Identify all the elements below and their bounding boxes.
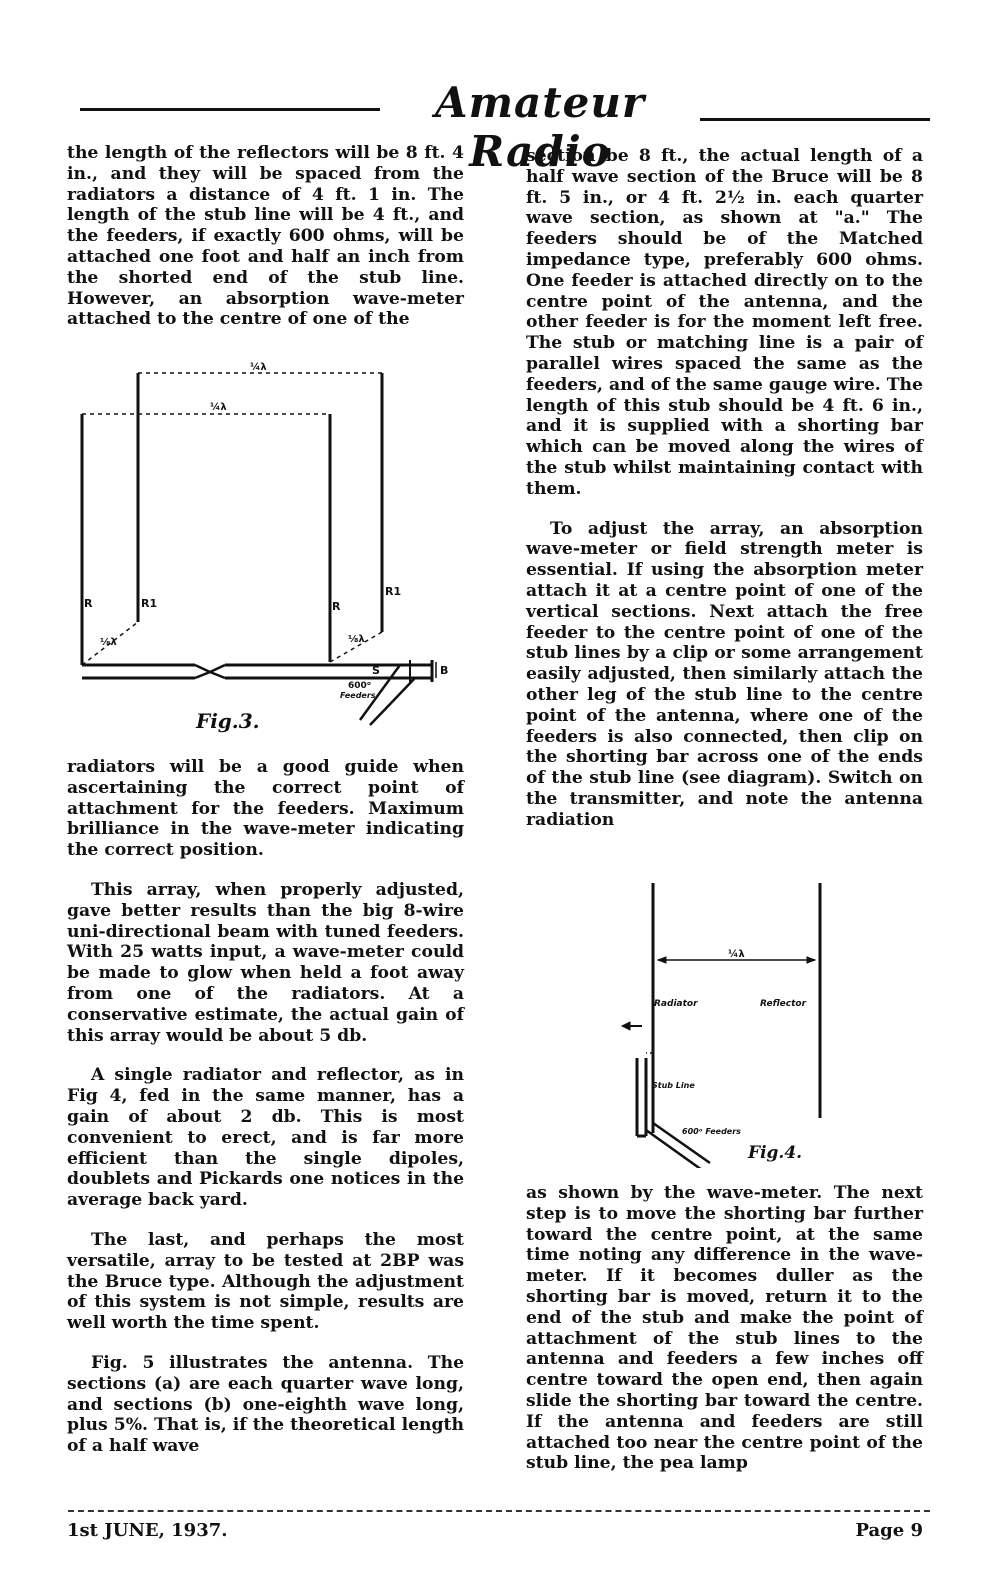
fig4-label-reflector: Reflector (760, 999, 807, 1009)
paragraph: section be 8 ft., the actual length of a half wave section of the Bruce will be 8 ft. 5 in., or 4 ft. 2½ in. each quarter wave section, as shown at "a." The feeders should be of the Matched impedance type, preferably 600 ohms. One feeder is attached directly on to the centre point of the antenna, and the other feeder is for the moment left free. The stub or matching line is a pair of parallel wires spaced the same as the feeders, and of the same gauge wire. The length of this stub should be 4 ft. 6 in., and it is supplied with a shorting bar which can be moved along the wires of the stub whilst maintaining contact with them. (526, 146, 923, 499)
fig3-label-r-left: R (84, 597, 93, 610)
masthead-rule-right (700, 118, 930, 121)
left-column-bottom (67, 757, 464, 1476)
fig4-label-quarter: ¼λ (728, 949, 745, 960)
fig3-label-b: B (440, 664, 449, 677)
masthead (80, 78, 930, 176)
left-column-top (67, 143, 464, 349)
fig3-caption: Fig.3. (196, 709, 260, 733)
figure-4-diagram (610, 878, 840, 1168)
masthead-rule-left (80, 108, 380, 111)
fig3-label-feeders: Feeders (340, 691, 376, 700)
paragraph: the length of the reflectors will be 8 ft. 4 in., and they will be spaced from the radiators a distance of 4 ft. 1 in. The length of the stub line will be 4 ft., and the feeders, if exactly 600 ohms, will be attached one foot and half an inch from the shorted end of the stub line. However, an absorption wave-meter attached to the centre of one of the (67, 143, 464, 330)
fig3-label-quarter-top: ¼λ (250, 362, 267, 373)
paragraph: A single radiator and reflector, as in Fig 4, fed in the same manner, has a gain of about 2 db. This is most convenient to erect, and is far more efficient than the single dipoles, doublets and Pickards one notices in the average back yard. (67, 1065, 464, 1211)
paragraph: The last, and perhaps the most versatile, array to be tested at 2BP was the Bruce type. Although the adjustment of this system is not simple, results are well worth the time spent. (67, 1229, 464, 1334)
footer-rule (68, 1510, 930, 1512)
right-column-bottom (526, 1183, 923, 1493)
fig3-label-eighth-left: ⅛λ (100, 637, 117, 648)
fig4-caption: Fig.4. (748, 1143, 803, 1163)
paragraph: Fig. 5 illustrates the antenna. The sections (a) are each quarter wave long, and sections (b) one-eighth wave long, plus 5%. That is, if the theoretical length of a half wave (67, 1352, 464, 1457)
fig3-label-r-right: R (332, 600, 341, 613)
paragraph: radiators will be a good guide when ascertaining the correct point of attachment for the feeders. Maximum brilliance in the wave-meter indicating the correct position. (67, 757, 464, 861)
fig3-label-eighth-right: ⅛λ (348, 634, 365, 645)
paragraph: This array, when properly adjusted, gave better results than the big 8-wire uni-directional beam with tuned feeders. With 25 watts input, a wave-meter could be made to glow when held a foot away from one of the radiators. At a conservative estimate, the actual gain of this array would be about 5 db. (67, 879, 464, 1046)
fig3-label-feeders-600: 600ᵒ (348, 681, 372, 691)
paragraph: as shown by the wave-meter. The next step is to move the shorting bar further toward the centre point, at the same time noting any difference in the wave-meter. If it becomes duller as the shorting bar is moved, return it to the end of the stub and make the point of attachment of the stub lines to the antenna and feeders a few inches off centre toward the open end, then again slide the shorting bar toward the centre. If the antenna and feeders are still attached too near the centre point of the stub line, the pea lamp (526, 1183, 923, 1474)
fig4-label-radiator: Radiator (654, 999, 698, 1009)
figure-3-diagram (70, 360, 470, 745)
footer-date: 1st JUNE, 1937. (67, 1520, 228, 1541)
fig3-label-r1-left: R1 (141, 597, 158, 610)
page-number: Page 9 (855, 1520, 923, 1541)
fig3-label-quarter: ¼λ (210, 402, 227, 413)
fig4-label-stub: Stub Line (652, 1081, 695, 1090)
masthead-title: Amateur Radio (434, 78, 646, 176)
fig3-label-r1-right: R1 (385, 585, 402, 598)
fig3-label-s: S (372, 664, 380, 677)
fig4-label-feeders: 600ᵒ Feeders (682, 1127, 741, 1136)
right-column-top (526, 146, 923, 850)
paragraph: To adjust the array, an absorption wave-meter or field strength meter is essential. If using the absorption meter attach it at a centre point of one of the vertical sections. Next attach the free feeder to the centre point of one of the stub lines by a clip or some arrangement easily adjusted, then similarly attach the other leg of the stub line to the centre point of the antenna, where one of the feeders is also connected, then clip on the shorting bar across one of the ends of the stub line (see diagram). Switch on the transmitter, and note the antenna radiation (526, 518, 923, 830)
